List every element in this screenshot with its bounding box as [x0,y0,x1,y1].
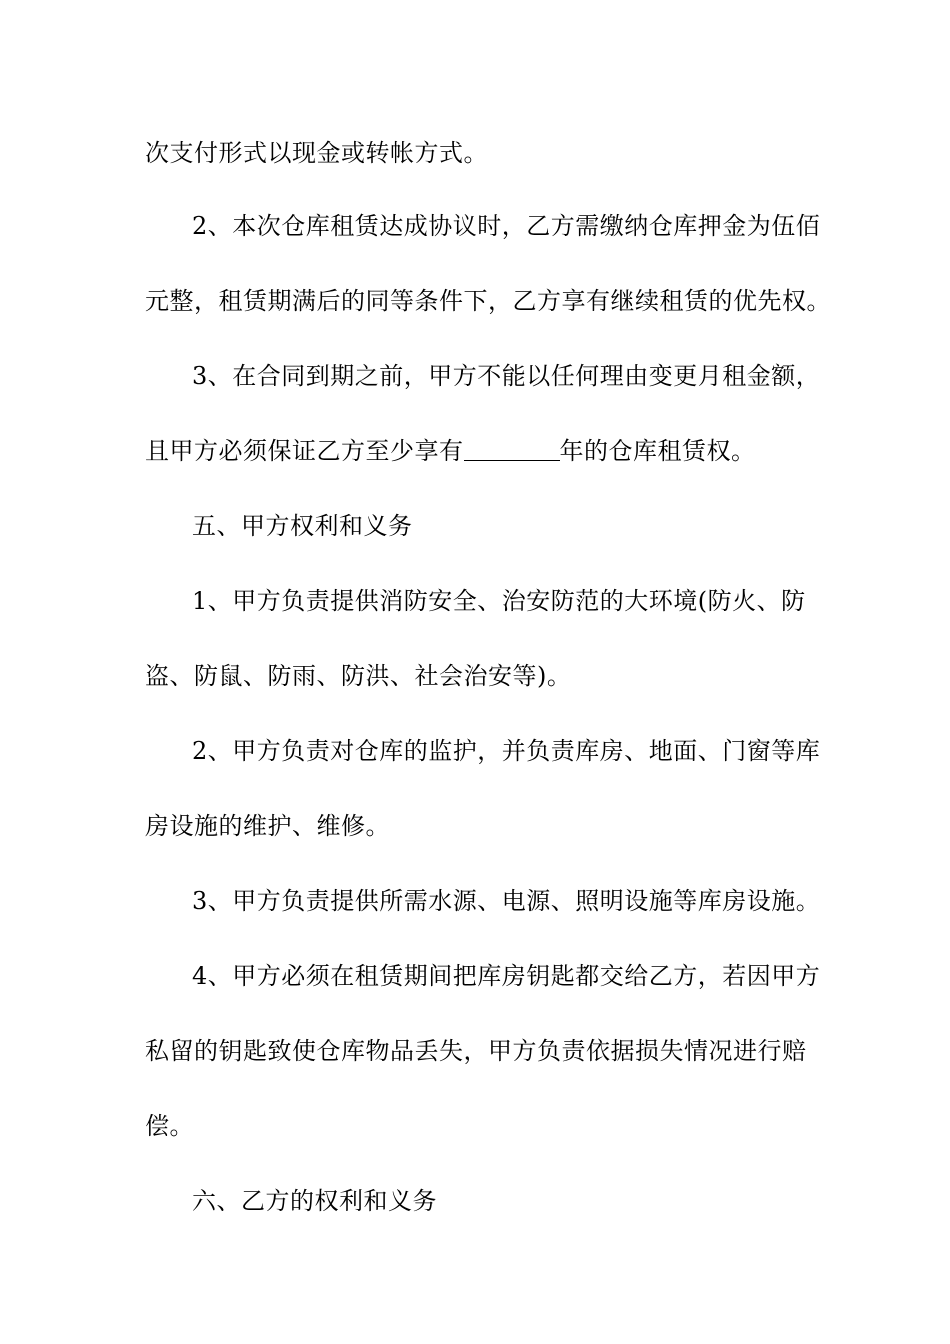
paragraph-line-with-blank [145,436,756,466]
paragraph-line: 3、甲方负责提供所需水源、电源、照明设施等库房设施。 [192,887,821,915]
section-heading: 五、甲方权利和义务 [192,512,413,540]
line-text-after-blank: 年的仓库租赁权。 [559,437,756,465]
paragraph-line: 偿。 [145,1112,194,1140]
line-text-before-blank: 且甲方必须保证乙方至少享有 [145,437,464,465]
paragraph-line: 房设施的维护、维修。 [145,812,390,840]
paragraph-line: 2、甲方负责对仓库的监护，并负责库房、地面、门窗等库 [192,737,821,765]
paragraph-line: 元整，租赁期满后的同等条件下，乙方享有继续租赁的优先权。 [145,287,831,315]
paragraph-line: 次支付形式以现金或转帐方式。 [145,139,488,167]
paragraph-line: 盗、防鼠、防雨、防洪、社会治安等)。 [145,662,572,690]
paragraph-line: 4、甲方必须在租赁期间把库房钥匙都交给乙方，若因甲方 [192,962,821,990]
paragraph-line: 私留的钥匙致使仓库物品丢失，甲方负责依据损失情况进行赔 [145,1037,807,1065]
paragraph-line: 1、甲方负责提供消防安全、治安防范的大环境(防火、防 [192,587,806,615]
fill-in-blank [464,440,560,461]
paragraph-line: 2、本次仓库租赁达成协议时，乙方需缴纳仓库押金为伍佰 [192,212,821,240]
section-heading: 六、乙方的权利和义务 [192,1187,437,1215]
paragraph-line: 3、在合同到期之前，甲方不能以任何理由变更月租金额， [192,362,821,390]
